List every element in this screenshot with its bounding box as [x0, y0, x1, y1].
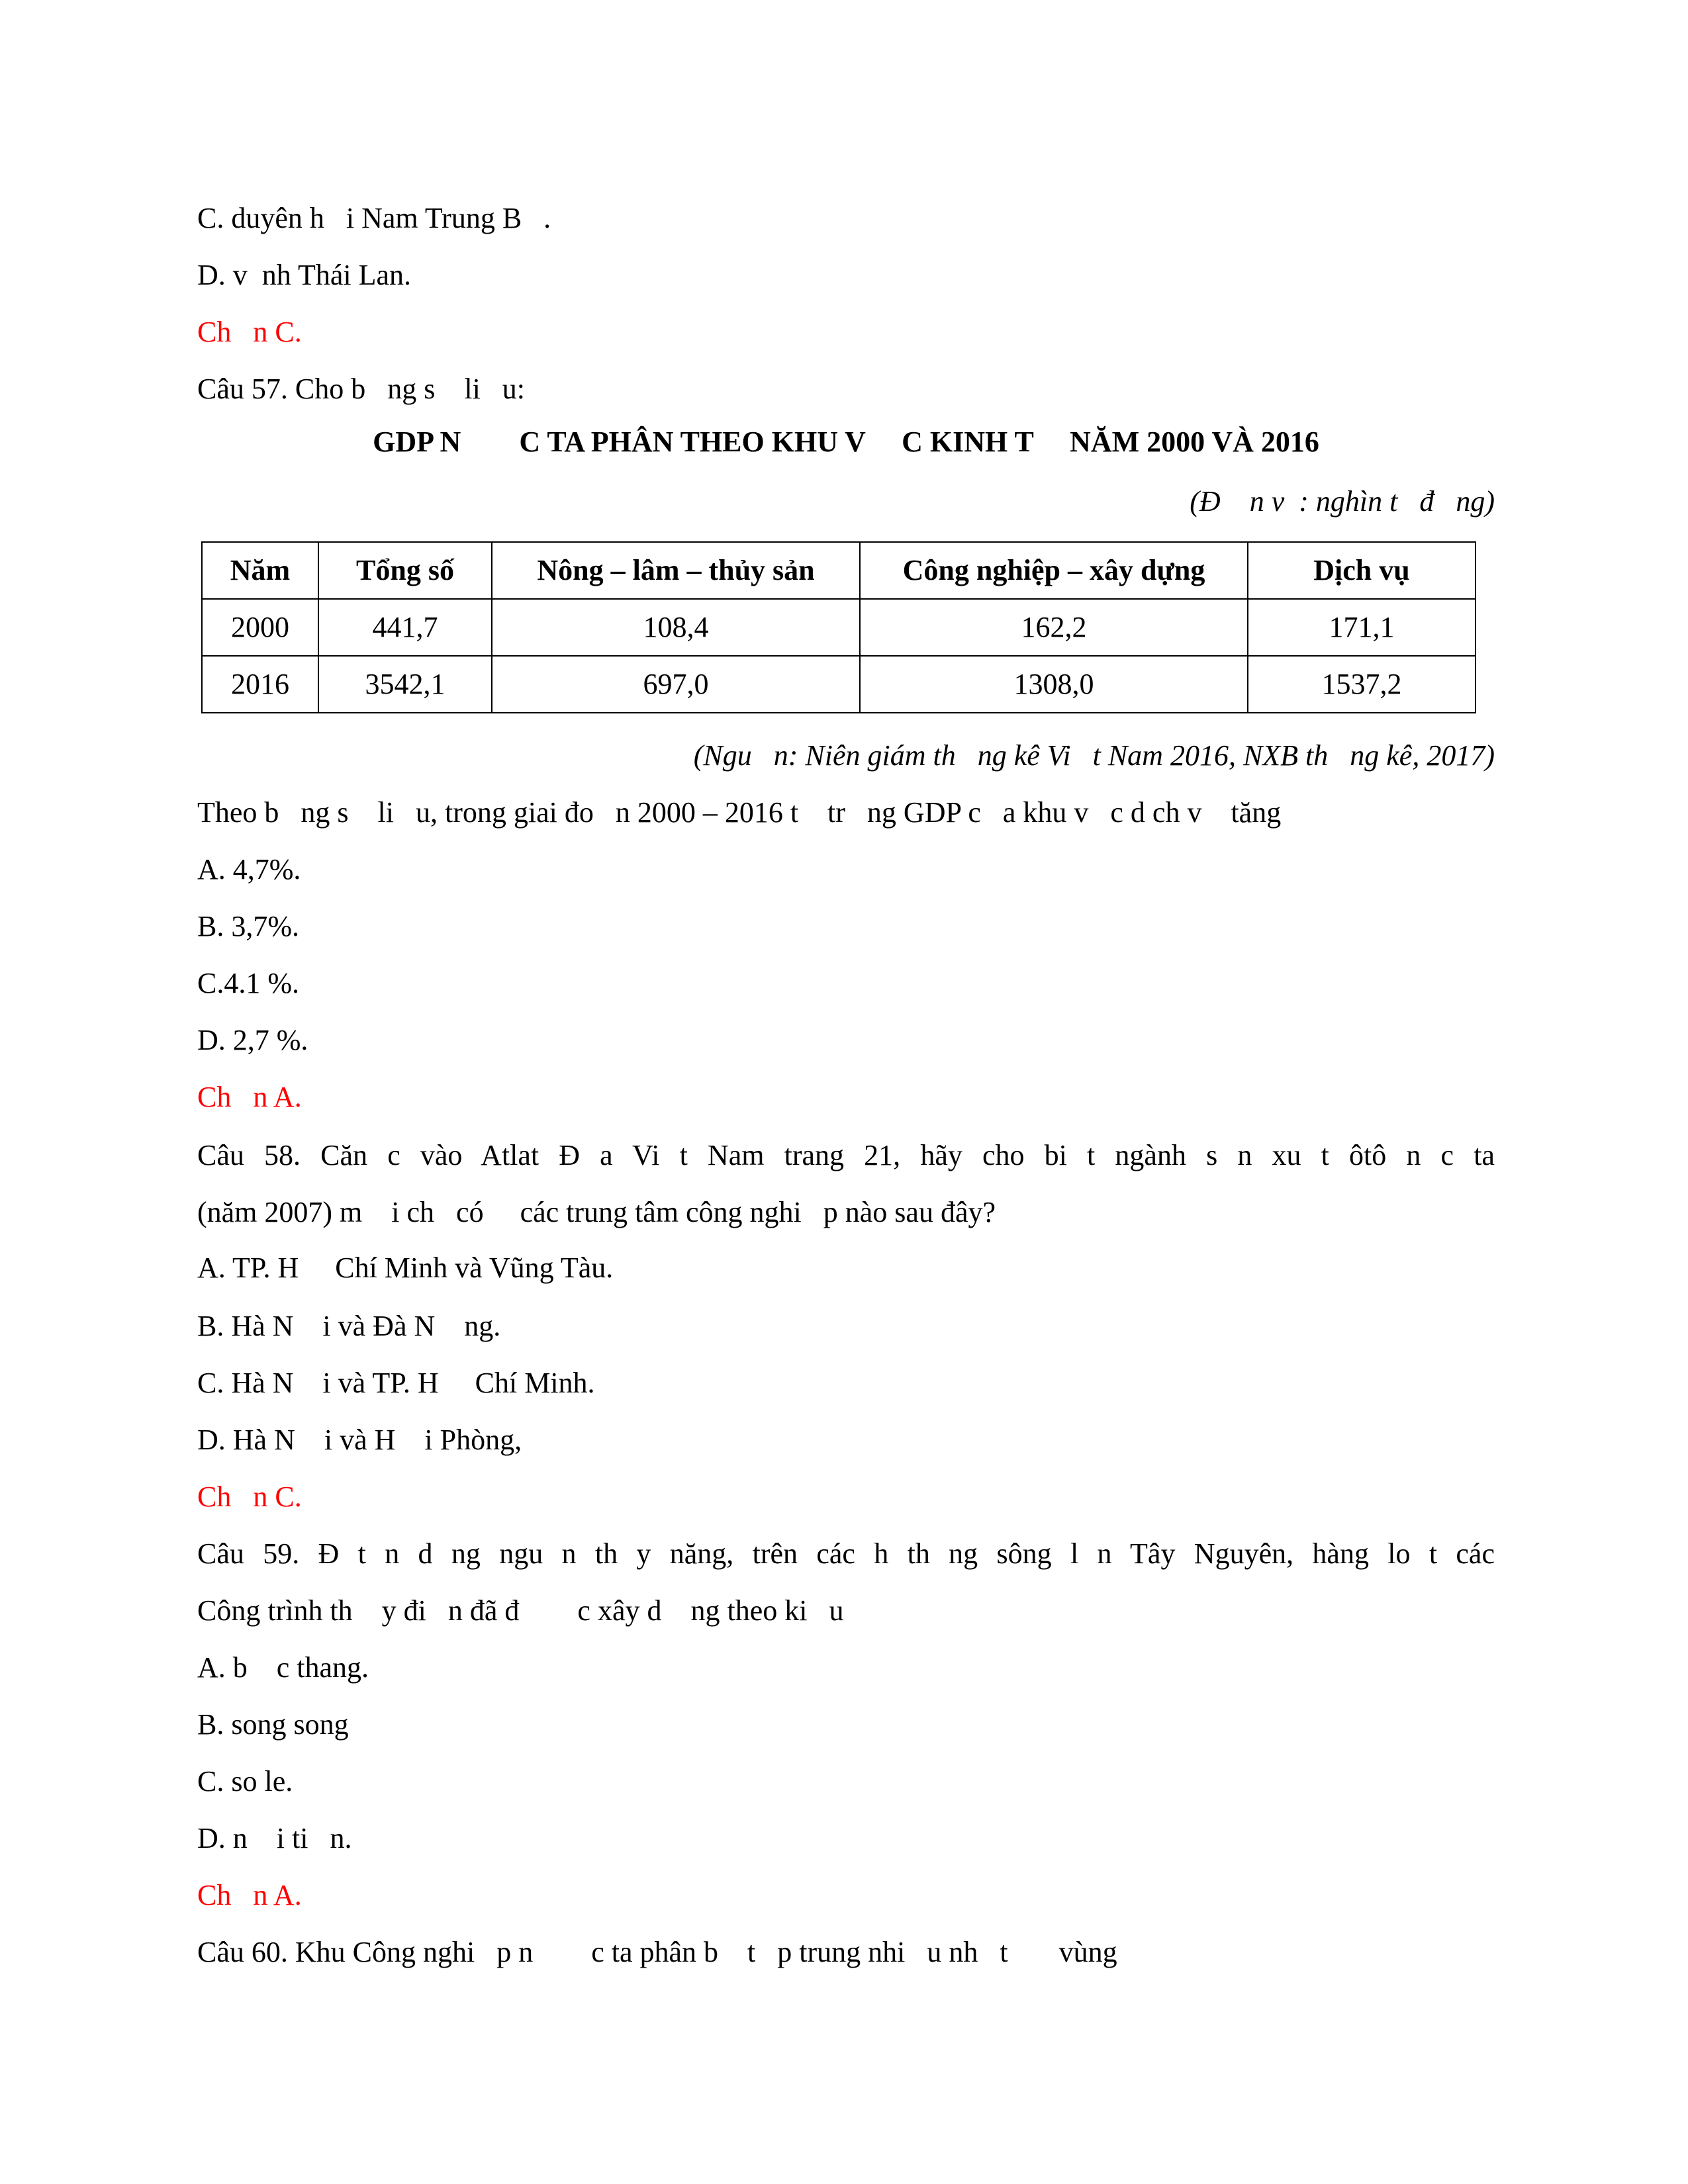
option-a: A. TP. H Chí Minh và Vũng Tàu. — [197, 1251, 614, 1284]
cell-services: 171,1 — [1248, 599, 1476, 656]
header-year: Năm — [202, 542, 318, 599]
option-c: C.4.1 %. — [197, 967, 299, 999]
header-agriculture: Nông – lâm – thủy sản — [492, 542, 860, 599]
option-b: B. Hà N i và Đà N ng. — [197, 1310, 501, 1342]
table-row — [202, 656, 1476, 713]
option-d: D. 2,7 %. — [197, 1024, 308, 1056]
header-services: Dịch vụ — [1248, 542, 1476, 599]
header-total: Tổng số — [318, 542, 492, 599]
cell-total: 441,7 — [318, 599, 492, 656]
cell-year: 2016 — [202, 656, 318, 713]
question-59-line-1: Câu 59. Đ t n d ng ngu n th y năng, trên các h th ng sông l n Tây Nguyên, hàng lo t các — [197, 1537, 1495, 1570]
option-c: C. Hà N i và TP. H Chí Minh. — [197, 1367, 595, 1399]
answer-57: Ch n A. — [197, 1081, 302, 1113]
option-d: D. n i ti n. — [197, 1822, 352, 1854]
cell-agriculture: 108,4 — [492, 599, 860, 656]
cell-services: 1537,2 — [1248, 656, 1476, 713]
option-d: D. Hà N i và H i Phòng, — [197, 1424, 522, 1456]
table-row — [202, 599, 1476, 656]
question-59-line-2: Công trình th y đi n đã đ c xây d ng theo ki u — [197, 1594, 844, 1627]
option-a: A. b c thang. — [197, 1651, 369, 1684]
cell-industry: 1308,0 — [860, 656, 1248, 713]
option-b: B. 3,7%. — [197, 910, 299, 942]
cell-total: 3542,1 — [318, 656, 492, 713]
answer-59: Ch n A. — [197, 1879, 302, 1911]
cell-industry: 162,2 — [860, 599, 1248, 656]
question-57-prompt: Theo b ng s li u, trong giai đo n 2000 – 2016 t tr ng GDP c a khu v c d ch v tăng — [197, 796, 1282, 829]
cell-year: 2000 — [202, 599, 318, 656]
answer-line-prev: Ch n C. — [197, 316, 302, 348]
table-header-row — [202, 542, 1476, 599]
header-industry: Công nghiệp – xây dựng — [860, 542, 1248, 599]
question-60-stem: Câu 60. Khu Công nghi p n c ta phân b t p trung nhi u nh t vùng — [197, 1936, 1117, 1968]
option-a: A. 4,7%. — [197, 853, 301, 886]
table-unit: (Đ n v : nghìn t đ ng) — [1190, 485, 1495, 518]
question-57-stem: Câu 57. Cho b ng s li u: — [197, 373, 526, 405]
table-title: GDP N C TA PHÂN THEO KHU V C KINH T NĂM 2000 VÀ 2016 — [373, 426, 1319, 458]
option-b: B. song song — [197, 1708, 349, 1741]
table-source: (Ngu n: Niên giám th ng kê Vi t Nam 2016, NXB th ng kê, 2017) — [693, 739, 1495, 772]
option-line-d-prev: D. v nh Thái Lan. — [197, 259, 412, 291]
option-line-c-prev: C. duyên h i Nam Trung B . — [197, 202, 551, 234]
question-58-line-1: Câu 58. Căn c vào Atlat Đ a Vi t Nam trang 21, hãy cho bi t ngành s n xu t ôtô n c ta — [197, 1139, 1495, 1171]
question-58-line-2: (năm 2007) m i ch có các trung tâm công nghi p nào sau đây? — [197, 1196, 996, 1228]
option-c: C. so le. — [197, 1765, 293, 1797]
cell-agriculture: 697,0 — [492, 656, 860, 713]
answer-58: Ch n C. — [197, 1480, 302, 1513]
gdp-table — [201, 541, 1476, 713]
